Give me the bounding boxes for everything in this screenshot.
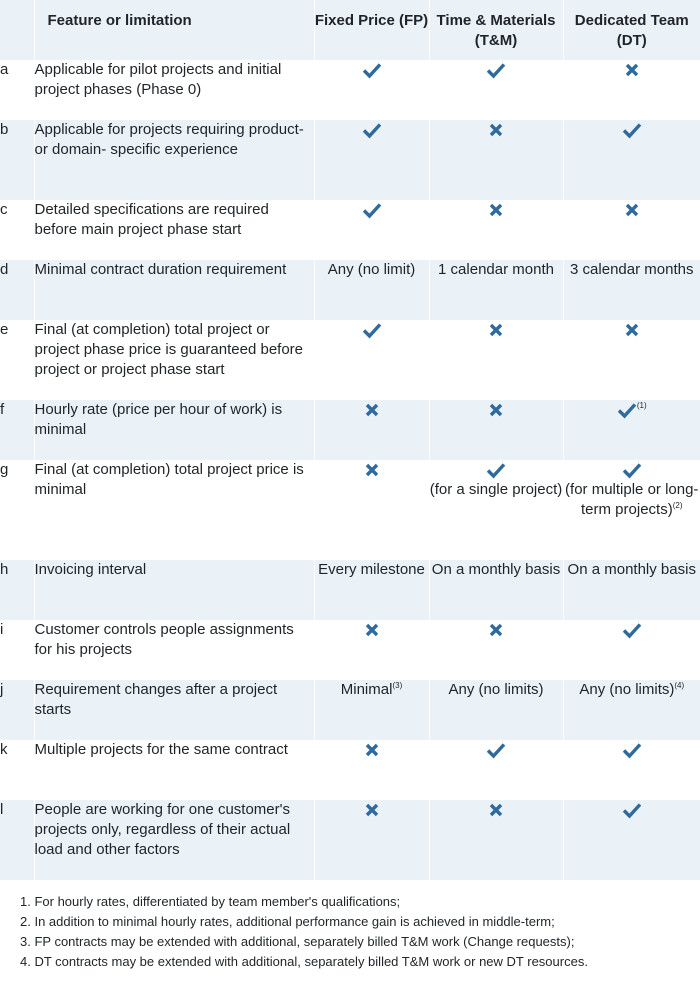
row-letter: f — [0, 400, 34, 460]
row-letter: l — [0, 800, 34, 880]
cell-tm — [429, 60, 563, 120]
cross-icon — [487, 321, 505, 339]
footnote-ref: (1) — [636, 401, 647, 410]
table-row — [0, 120, 700, 200]
cell-text: Any (no limits) — [579, 681, 675, 698]
check-icon — [622, 801, 642, 819]
check-icon — [622, 741, 642, 759]
footnote-ref: (2) — [672, 501, 683, 510]
check-mark — [564, 800, 700, 820]
cross-mark — [315, 460, 429, 480]
check-icon — [362, 201, 382, 219]
footnote-item: 2. In addition to minimal hourly rates, additional performance gain is achieved in middle-term; — [20, 914, 555, 929]
row-letter: c — [0, 200, 34, 260]
check-icon — [362, 121, 382, 139]
row-feature: Applicable for projects requiring product- or domain- specific experience — [34, 120, 314, 200]
cell-tm — [429, 120, 563, 200]
cell-dt — [563, 200, 700, 260]
cell-text: On a monthly basis — [431, 561, 561, 578]
check-mark — [430, 460, 563, 480]
cell-tm — [429, 260, 563, 320]
table-row — [0, 260, 700, 320]
cell-dt — [563, 60, 700, 120]
cross-mark — [315, 620, 429, 640]
check-icon — [486, 61, 506, 79]
row-letter: b — [0, 120, 34, 200]
check-icon — [362, 321, 382, 339]
check-icon — [362, 61, 382, 79]
cross-mark — [430, 620, 563, 640]
check-mark — [564, 120, 700, 140]
cell-fp — [314, 260, 429, 320]
cross-icon — [487, 201, 505, 219]
row-letter: g — [0, 460, 34, 560]
footnote-item: 1. For hourly rates, differentiated by team member's qualifications; — [20, 894, 401, 909]
check-mark — [315, 120, 429, 140]
check-icon — [622, 121, 642, 139]
footnote-item: 3. FP contracts may be extended with additional, separately billed T&M work (Change requests); — [20, 934, 575, 949]
cross-icon — [363, 461, 381, 479]
cell-tm — [429, 800, 563, 880]
row-letter: e — [0, 320, 34, 400]
header-feature: Feature or limitation — [34, 0, 314, 60]
cell-text: Every milestone — [318, 561, 425, 578]
cell-dt — [563, 800, 700, 880]
row-letter: d — [0, 260, 34, 320]
header-letter — [0, 0, 34, 60]
cell-tm — [429, 200, 563, 260]
row-feature: Requirement changes after a project starts — [34, 680, 314, 740]
cross-icon — [623, 61, 641, 79]
cell-fp — [314, 200, 429, 260]
cell-fp — [314, 680, 429, 740]
cell-fp — [314, 740, 429, 800]
cell-tm — [429, 740, 563, 800]
cell-tm — [429, 320, 563, 400]
cross-mark — [564, 200, 700, 220]
row-letter: i — [0, 620, 34, 680]
cell-dt — [563, 740, 700, 800]
cell-fp — [314, 800, 429, 880]
check-mark — [430, 740, 563, 760]
check-mark — [564, 740, 700, 760]
cell-dt — [563, 320, 700, 400]
table-row — [0, 620, 700, 680]
check-mark — [564, 460, 700, 480]
cell-fp — [314, 60, 429, 120]
cross-icon — [363, 801, 381, 819]
check-icon — [617, 401, 637, 419]
cross-mark — [430, 200, 563, 220]
footnote-item: 4. DT contracts may be extended with additional, separately billed T&M work or new DT resources. — [20, 954, 588, 969]
cell-dt — [563, 620, 700, 680]
cross-icon — [363, 621, 381, 639]
row-letter: j — [0, 680, 34, 740]
cell-text: Any (no limits) — [448, 681, 544, 698]
footnote-ref: (3) — [392, 681, 403, 690]
cell-tm — [429, 620, 563, 680]
check-mark — [564, 620, 700, 640]
cell-tm — [429, 680, 563, 740]
cell-text: Minimal — [340, 681, 393, 698]
row-feature: Final (at completion) total project price is minimal — [34, 460, 314, 560]
cross-mark — [564, 60, 700, 80]
check-mark — [430, 60, 563, 80]
row-feature: Multiple projects for the same contract — [34, 740, 314, 800]
cross-icon — [487, 401, 505, 419]
cross-mark — [564, 320, 700, 340]
row-feature: People are working for one customer's projects only, regardless of their actual load and other factors — [34, 800, 314, 880]
cross-mark — [430, 320, 563, 340]
cell-tm — [429, 400, 563, 460]
cell-dt — [563, 460, 700, 560]
cell-fp — [314, 560, 429, 620]
check-icon — [622, 621, 642, 639]
row-feature: Detailed specifications are required before main project phase start — [34, 200, 314, 260]
header-fixed-price: Fixed Price (FP) — [314, 0, 429, 60]
cell-dt — [563, 680, 700, 740]
row-feature: Hourly rate (price per hour of work) is minimal — [34, 400, 314, 460]
cell-text: (for a single project) — [429, 481, 563, 498]
cell-fp — [314, 320, 429, 400]
footnote-ref: (4) — [674, 681, 685, 690]
cell-text: (for multiple or long-term projects) — [565, 481, 699, 518]
cross-mark — [315, 740, 429, 760]
cell-text: On a monthly basis — [567, 561, 696, 578]
row-feature: Invoicing interval — [34, 560, 314, 620]
cross-icon — [487, 801, 505, 819]
cell-tm — [429, 460, 563, 560]
row-feature: Customer controls people assignments for his projects — [34, 620, 314, 680]
table-row — [0, 200, 700, 260]
cell-fp — [314, 120, 429, 200]
cross-mark — [430, 400, 563, 420]
table-row — [0, 460, 700, 560]
cell-tm — [429, 560, 563, 620]
cell-dt — [563, 260, 700, 320]
cross-icon — [623, 201, 641, 219]
check-mark — [315, 60, 429, 80]
cell-text: 1 calendar month — [438, 261, 554, 278]
row-letter: h — [0, 560, 34, 620]
table-row — [0, 400, 700, 460]
check-icon — [486, 461, 506, 479]
check-mark — [315, 320, 429, 340]
table-row — [0, 560, 700, 620]
check-mark — [617, 400, 637, 420]
table-header-row — [0, 0, 700, 60]
table-row — [0, 60, 700, 120]
cell-fp — [314, 400, 429, 460]
cell-dt — [563, 560, 700, 620]
check-icon — [486, 741, 506, 759]
header-time-materials: Time & Materials (T&M) — [429, 0, 563, 60]
cross-mark — [430, 120, 563, 140]
table-body — [0, 60, 700, 880]
footnotes-list — [0, 880, 700, 972]
cell-dt — [563, 400, 700, 460]
row-feature: Final (at completion) total project or project phase price is guaranteed before project or project phase start — [34, 320, 314, 400]
cell-dt — [563, 120, 700, 200]
table-row — [0, 680, 700, 740]
cell-fp — [314, 460, 429, 560]
cross-icon — [363, 401, 381, 419]
cross-icon — [623, 321, 641, 339]
cell-fp — [314, 620, 429, 680]
cross-mark — [315, 800, 429, 820]
cell-text: Any (no limit) — [327, 261, 416, 278]
cross-icon — [487, 621, 505, 639]
table-row — [0, 320, 700, 400]
check-mark — [315, 200, 429, 220]
cross-icon — [363, 741, 381, 759]
row-feature: Applicable for pilot projects and initial project phases (Phase 0) — [34, 60, 314, 120]
table-row — [0, 740, 700, 800]
check-icon — [622, 461, 642, 479]
table-row — [0, 800, 700, 880]
cell-text: 3 calendar months — [570, 261, 694, 278]
row-letter: a — [0, 60, 34, 120]
cross-mark — [430, 800, 563, 820]
row-feature: Minimal contract duration requirement — [34, 260, 314, 320]
row-letter: k — [0, 740, 34, 800]
header-dedicated-team: Dedicated Team (DT) — [563, 0, 700, 60]
cross-mark — [315, 400, 429, 420]
cross-icon — [487, 121, 505, 139]
